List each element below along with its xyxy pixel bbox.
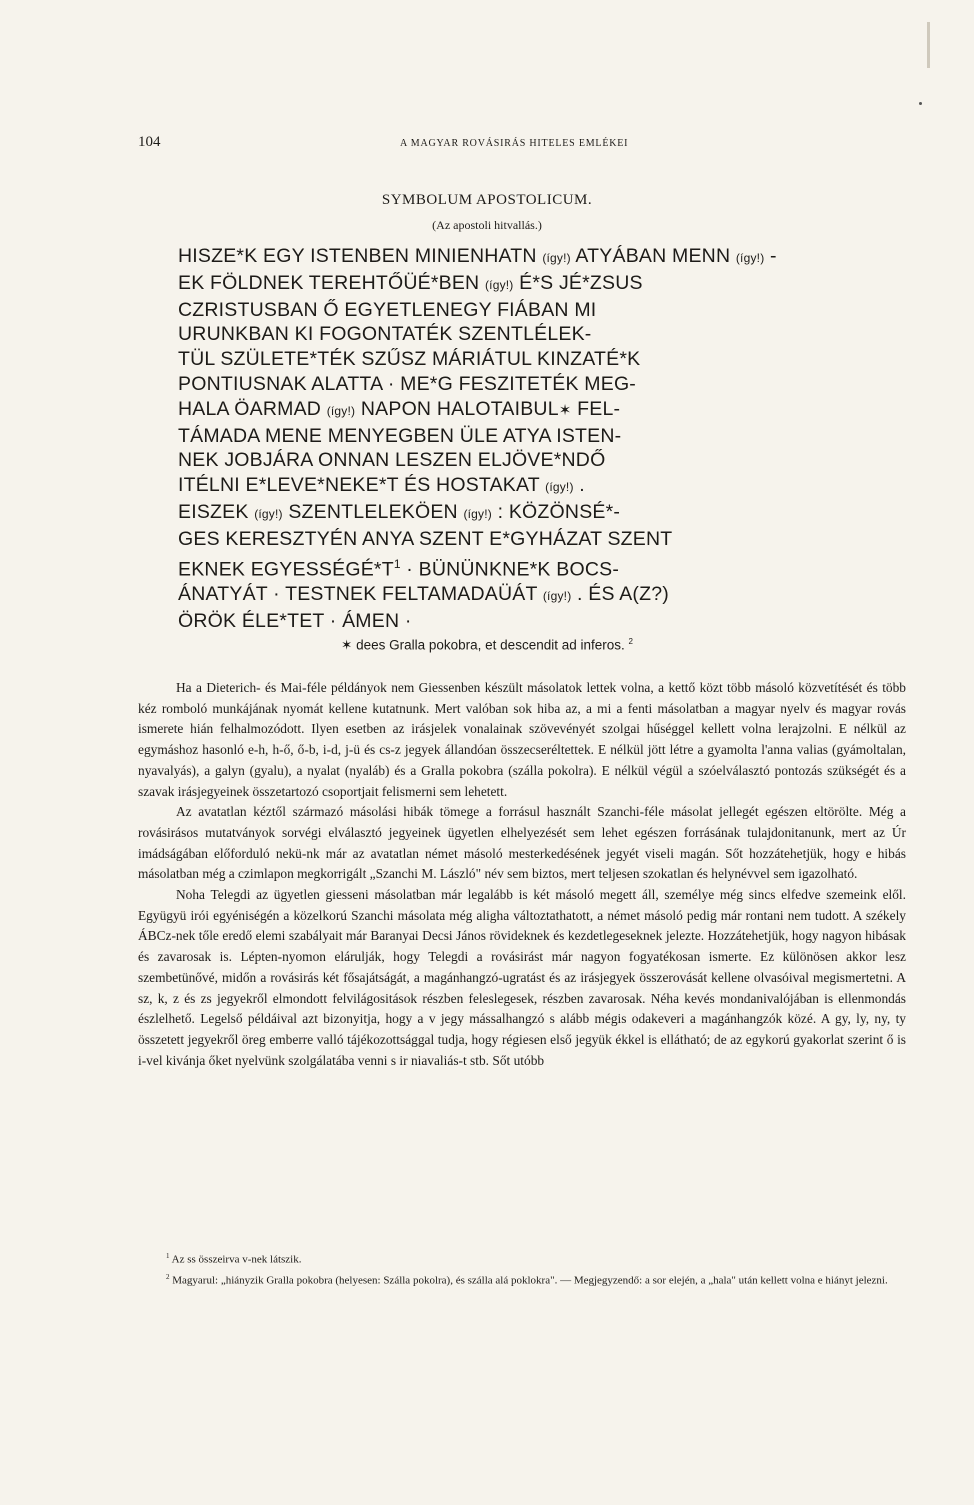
creed-line: CZRISTUSBAN Ő EGYETLENEGY FIÁBAN MI bbox=[178, 298, 597, 321]
footnote: $^1$ Az ss összeirva v-nek látszik. bbox=[166, 1252, 302, 1266]
star-note bbox=[0, 637, 974, 654]
scan-edge-mark bbox=[927, 22, 930, 68]
creed-line: HALA ÖARMAD (így!) NAPON HALOTAIBUL✶ FEL- bbox=[178, 397, 818, 424]
running-head: A MAGYAR ROVÁSIRÁS HITELES EMLÉKEI bbox=[400, 138, 629, 149]
creed-line: PONTIUSNAK ALATTA · ME*G FESZITETÉK MEG- bbox=[178, 372, 637, 395]
page-number: 104 bbox=[138, 134, 161, 150]
star-note-text: dees Gralla pokobra, et descendit ad inferos. bbox=[356, 637, 625, 653]
star-mark-icon: ✶ bbox=[341, 637, 353, 653]
creed-line: ÁNATYÁT · TESTNEK FELTAMADAÜÁT (így!) . ÉS A(Z?) bbox=[178, 582, 669, 605]
creed-line: URUNKBAN KI FOGONTATÉK SZENTLÉLEK- bbox=[178, 323, 592, 346]
footnotes bbox=[138, 1248, 906, 1289]
scan-speck bbox=[919, 102, 922, 105]
paragraph: Noha Telegdi az ügyetlen giesseni másolatban már legalább is két másoló megett áll, személye még sincs elfedve szemeink elől. Együgyü irói egyéniségén a közelkorú Szanchi másolata még aligha változtathatott, a német másoló pedig már rontani nem tudott. A székely ÁBCz-nek tőle eredő elemi szabályait már Baranyai Decsi János rövideknek és kezdetlegeseknek jelezte. Hozzátehetjük, hogy nagyon hibásak és zavarosak is. Lépten-nyomon elárulják, hogy Telegdi a rovásirást már nagyon fogyatékosan ismerte. Ez különösen akkor lesz szembetünővé, midőn a rovásirás két fősajátságát, a magánhangzó-ugratást és az irásjegyek összerovását kellene olvasóival megismertetni. A sz, k, z és zs jegyekről elmondott felvilágositások részben feleslegesek, részben zavarosak. Néha kevés mondanivalójában is ellenmondás észlelhető. Legelső példáival azt bizonyitja, hogy a v jegy mássalhangzó s alább mégis odakeveri a magánhangzók közé. A gy, ly, ny, ty összetett jegyekről öreg emberre valló tájékozottsággal tudja, hogy régiesen első jegyük ékkel is ellátható; de az egykorú gyakorlat szerint ő is i-vel kivánja őket nyelvünk szolgálatába venni s ir niavaliás-t stb. Sőt utóbb bbox=[138, 887, 906, 1068]
creed-line: EISZEK (így!) SZENTLELEKÖEN (így!) : KÖZÖNSÉ*- bbox=[178, 500, 621, 523]
creed-line: HISZE*K EGY ISTENBEN MINIENHATN (így!) ATYÁBAN MENN (így!) - bbox=[178, 245, 777, 267]
footnote: $^2$ Magyarul: „hiányzik Gralla pokobra (helyesen: Szálla pokolra), és szálla alá poklokra". — Megjegyzendő: a sor elején, a „hala" után kellett volna e hiányt jelezni. bbox=[166, 1272, 888, 1287]
paragraph: Ha a Dieterich- és Mai-féle példányok nem Giessenben készült másolatok lettek volna, a kettő közt több másoló közvetítését és több kéz romboló munkájának nyomát kellene kutatnunk. Mert valóban sok hiba az, a mi a fenti másolatban a magyar nyelv és magyar rovás ismerete hián felhalmozódott. Ilyen esetben az irásjelek vonalainak szövevényét szolgai hűséggel kellett volna lerajzolni. E nélkül az egymáshoz hasonló e-h, h-ő, ő-b, i-d, j-ü és cs-z jegyek állandóan összecseréltettek. E nélkül jött létre a gyamolta l'anna valias (gyámoltalan, nyavalyás), a galyn (gyalu), a nyalat (nyaláb) és a Gralla pokobra (szálla pokolra). E nélkül végül a szóelválasztó pontozás szükségét és a szavak irásjegyeinek összetartozó csoportjait felismerni sem lehetett. bbox=[138, 680, 906, 799]
creed-line: TÁMADA MENE MENYEGBEN ÜLE ATYA ISTEN- bbox=[178, 424, 622, 447]
body-text bbox=[138, 678, 906, 1071]
creed-line: ITÉLNI E*LEVE*NEKE*T ÉS HOSTAKAT (így!) . bbox=[178, 474, 585, 497]
creed-line: GES KERESZTYÉN ANYA SZENT E*GYHÁZAT SZENT bbox=[178, 527, 673, 550]
page-header bbox=[138, 134, 848, 156]
creed-line: NEK JOBJÁRA ONNAN LESZEN ELJÖVE*NDŐ bbox=[178, 449, 606, 472]
paragraph: Az avatatlan kéztől származó másolási hibák tömege a forrásul használt Szanchi-féle másolat jellegét egészen eltörölte. Még a rovásirásos mutatványok sorvégi elválasztó jegyeinek ügyetlen elhelyezését sem lehet egészen forrásának tulajdonitanunk, mert az Úr imádságában előforduló nekü-nk már az avatatlan német másoló mesterkedésének jegyét viseli magán. Sőt hozzátehetjük, hogy e hibás másolatban még a czimlapon megkorrigált „Szanchi M. László" név sem biztos, mert teljesen szokatlan és helynévvel sem igazolható. bbox=[138, 804, 906, 882]
section-subtitle: (Az apostoli hitvallás.) bbox=[432, 218, 542, 232]
creed-line: EKNEK $EGYESSÉGÉ*T^1$ · BÜNÜNKNE*K BOCS- bbox=[178, 556, 620, 581]
star-mark-icon: ✶ bbox=[558, 401, 572, 419]
creed-line: TÜL SZÜLETE*TÉK SZŰSZ MÁRIÁTUL KINZATÉ*K bbox=[178, 348, 641, 371]
footnote-ref: 2 bbox=[628, 637, 633, 646]
creed-line: ÖRÖK ÉLE*TET · ÁMEN · bbox=[178, 609, 412, 632]
creed-transcription bbox=[178, 244, 818, 633]
creed-line: EK FÖLDNEK TEREHTŐÜÉ*BEN (így!) É*S JÉ*ZSUS bbox=[178, 271, 643, 294]
section-title: SYMBOLUM APOSTOLICUM. bbox=[381, 192, 593, 208]
